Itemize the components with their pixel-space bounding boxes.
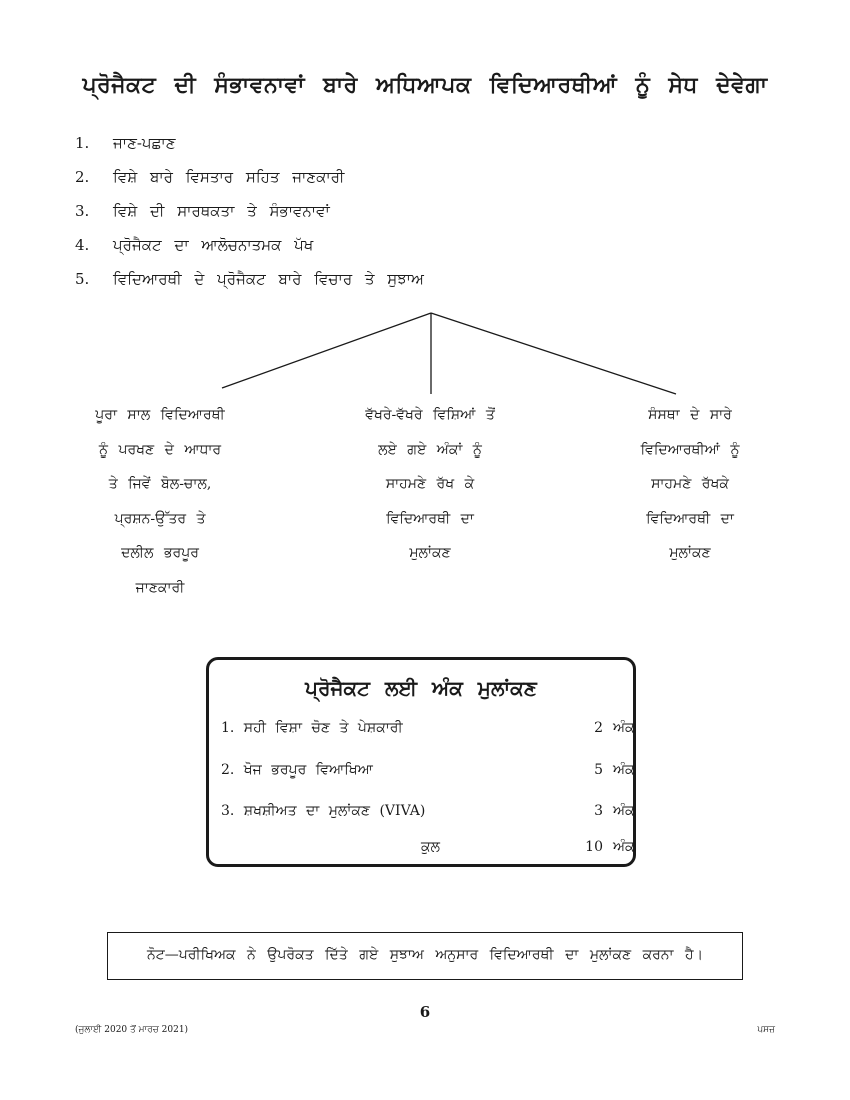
column-line: ਤੇ ਜਿਵੇਂ ਬੋਲ-ਚਾਲ,	[108, 476, 212, 492]
column-line: ਪੂਰਾ ਸਾਲ ਵਿਦਿਆਰਥੀ	[95, 407, 225, 423]
column-line: ਸਾਹਮਣੇ ਰੱਖ ਕੇ	[385, 476, 475, 492]
column-line: ਲਏ ਗਏ ਅੰਕਾਂ ਨੂੰ	[378, 441, 482, 458]
list-text: ਜਾਣ-ਪਛਾਣ	[113, 134, 176, 152]
column-line: ਸੰਸਥਾ ਦੇ ਸਾਰੇ	[648, 407, 732, 423]
column-line: ਪ੍ਰਸ਼ਨ-ਉੱਤਰ ਤੇ	[114, 510, 206, 527]
column-line: ਵਿਦਿਆਰਥੀ ਦਾ	[386, 510, 474, 527]
branch-column-center	[330, 398, 530, 571]
marks-row-unit: ਅੰਕ	[613, 762, 635, 778]
note-box: ਨੋਟ—ਪਰੀਖਿਅਕ ਨੇ ਉਪਰੋਕਤ ਦਿੱਤੇ ਗਏ ਸੁਝਾਅ ਅਨੁਸਾਰ ਵਿਦਿਆਰਥੀ ਦਾ ਮੁਲਾਂਕਣ ਕਰਨਾ ਹੈ।	[107, 932, 743, 980]
list-text: ਵਿਸ਼ੇ ਦੀ ਸਾਰਥਕਤਾ ਤੇ ਸੰਭਾਵਨਾਵਾਂ	[113, 202, 330, 220]
branch-line-right	[431, 313, 676, 394]
column-line: ਸਾਹਮਣੇ ਰੱਖਕੇ	[651, 476, 729, 492]
branch-diagram	[0, 312, 850, 402]
list-item	[75, 134, 424, 168]
list-text: ਪ੍ਰੋਜੈਕਟ ਦਾ ਆਲੋਚਨਾਤਮਕ ਪੱਖ	[113, 236, 314, 254]
column-line: ਵਿਦਿਆਰਥੀ ਦਾ	[646, 510, 734, 527]
footer-code: ਪਸਜ਼	[757, 1025, 775, 1035]
page-title: ਪ੍ਰੋਜੈਕਟ ਦੀ ਸੰਭਾਵਨਾਵਾਂ ਬਾਰੇ ਅਧਿਆਪਕ ਵਿਦਿਆਰਥੀਆਂ ਨੂੰ ਸੇਧ ਦੇਵੇਗਾ	[82, 72, 768, 98]
column-line: ਨੂੰ ਪਰਖਣ ਦੇ ਆਧਾਰ	[98, 441, 222, 458]
column-line: ਮੁਲਾਂਕਣ	[409, 545, 451, 561]
column-line: ਦਲੀਲ ਭਰਪੂਰ	[121, 545, 199, 561]
branch-column-right	[590, 398, 790, 571]
column-line: ਜਾਣਕਾਰੀ	[135, 579, 185, 596]
column-line: ਵੱਖਰੇ-ਵੱਖਰੇ ਵਿਸ਼ਿਆਂ ਤੋਂ	[365, 407, 495, 423]
marks-row-label: 3. ਸ਼ਖਸ਼ੀਅਤ ਦਾ ਮੁਲਾਂਕਣ (VIVA)	[221, 803, 426, 819]
list-item	[75, 270, 424, 304]
page-number: 6	[419, 1003, 431, 1021]
footer-date-range: (ਜੁਲਾਈ 2020 ਤੋਂ ਮਾਰਚ 2021)	[75, 1025, 189, 1035]
marks-row-unit: ਅੰਕ	[613, 720, 635, 736]
list-number: 5.	[75, 270, 90, 288]
list-number: 2.	[75, 168, 90, 186]
list-item	[75, 236, 424, 270]
marks-total-unit: ਅੰਕ	[613, 839, 635, 855]
marks-total-value: 10	[585, 839, 603, 855]
list-text: ਵਿਸ਼ੇ ਬਾਰੇ ਵਿਸਤਾਰ ਸਹਿਤ ਜਾਣਕਾਰੀ	[113, 168, 345, 186]
marks-row-label: 1. ਸਹੀ ਵਿਸ਼ਾ ਚੋਣ ਤੇ ਪੇਸ਼ਕਾਰੀ	[221, 720, 403, 736]
topic-list	[75, 134, 424, 304]
marks-total-label: ਕੁਲ	[421, 839, 441, 855]
list-text: ਵਿਦਿਆਰਥੀ ਦੇ ਪ੍ਰੋਜੈਕਟ ਬਾਰੇ ਵਿਚਾਰ ਤੇ ਸੁਝਾਅ	[113, 270, 424, 288]
list-number: 1.	[75, 134, 90, 152]
column-line: ਵਿਦਿਆਰਥੀਆਂ ਨੂੰ	[640, 441, 740, 458]
marks-box	[206, 657, 636, 867]
marks-box-title: ਪ੍ਰੋਜੈਕਟ ਲਈ ਅੰਕ ਮੁਲਾਂਕਣ	[305, 676, 537, 700]
marks-row-value: 5	[594, 762, 603, 778]
branch-column-left	[70, 398, 250, 605]
marks-row-unit: ਅੰਕ	[613, 803, 635, 819]
list-number: 4.	[75, 236, 90, 254]
branch-line-left	[222, 313, 431, 388]
list-number: 3.	[75, 202, 90, 220]
marks-row-value: 2	[594, 720, 603, 736]
list-item	[75, 202, 424, 236]
column-line: ਮੁਲਾਂਕਣ	[669, 545, 711, 561]
list-item	[75, 168, 424, 202]
marks-row-value: 3	[594, 803, 603, 819]
marks-row-label: 2. ਖੋਜ ਭਰਪੂਰ ਵਿਆਖਿਆ	[221, 762, 373, 778]
